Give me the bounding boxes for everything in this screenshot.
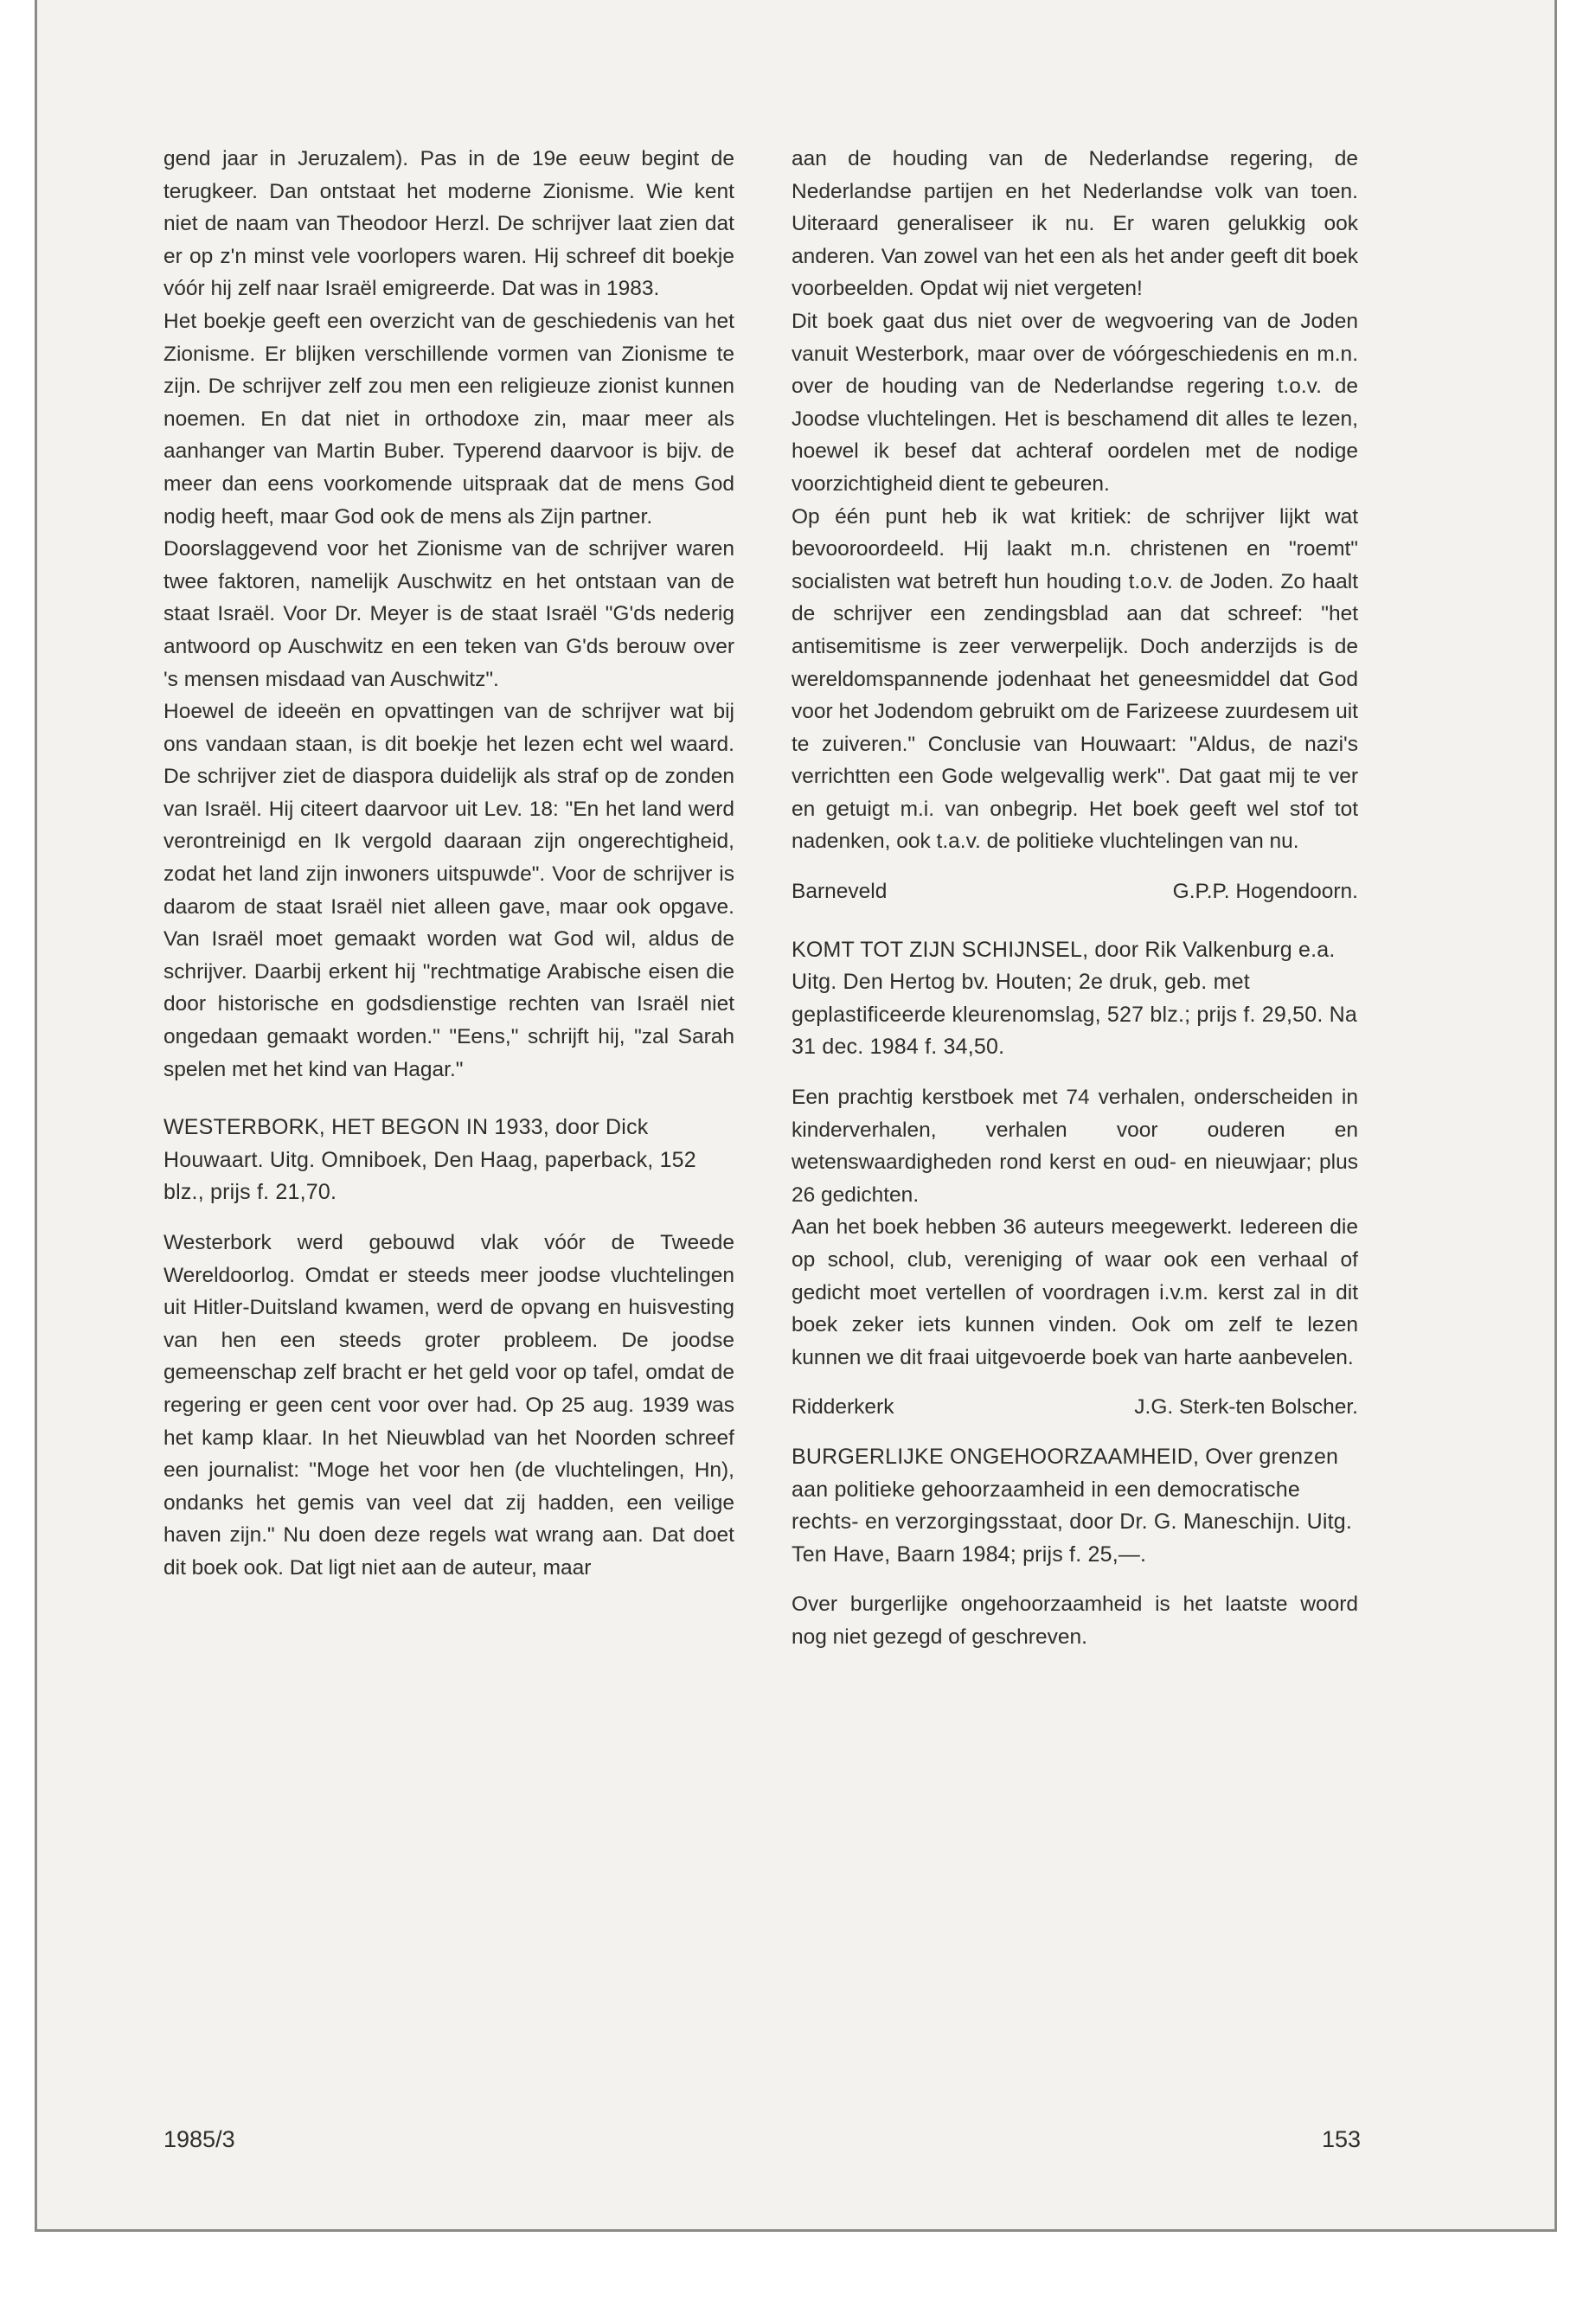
issue-number: 1985/3	[163, 2126, 235, 2152]
page-number: 153	[1322, 2126, 1362, 2152]
paragraph-burgerlijk-body: Over burgerlijke ongehoorzaamheid is het laatste woord nog niet gezegd of geschreven.	[792, 1593, 1358, 1649]
right-column	[792, 143, 1358, 1654]
spacer	[163, 1209, 734, 1227]
paragraph-zionism-intro: gend jaar in Jeruzalem). Pas in de 19e eeuw begint de terugkeer. Dan ontstaat het moderne Zionisme. Wie kent niet de naam van Theodoor Herzl. De schrijver laat zien dat er op z'n minst vele voorlopers waren. Hij schreef dit boekje vóór hij zelf naar Israël emigreerde. Dat was in 1983.	[163, 147, 734, 301]
spacer	[792, 1064, 1358, 1081]
paragraph-kerstboek-intro: Een prachtig kerstboek met 74 verhalen, onderscheiden in kinderverhalen, verhalen voor ouderen en wetenswaardigheden rond kerst en oud- en nieuwjaar; plus 26 gedichten.	[792, 1086, 1358, 1207]
signature-name: J.G. Sterk-ten Bolscher.	[1134, 1395, 1358, 1420]
spacer	[792, 908, 1358, 934]
spacer	[792, 1571, 1358, 1588]
spacer	[792, 1374, 1358, 1391]
signature-place: Barneveld	[792, 880, 888, 904]
signature-name: G.P.P. Hogendoorn.	[1172, 880, 1358, 904]
paragraph-zionism-opinion: Hoewel de ideeën en opvattingen van de schrijver wat bij ons vandaan staan, is dit boekje het lezen echt wel waard. De schrijver ziet de diaspora duidelijk als straf op de zonden van Israël. Hij citeert daarvoor uit Lev. 18: "En het land werd verontreinigd en Ik vergold daaraan zijn ongerechtigheid, zodat het land zijn inwoners uitspuwde". Voor de schrijver is daarom de staat Israël niet alleen gave, maar ook opgave. Van Israël moet gemaakt worden wat God wil, aldus de schrijver. Daarbij erkent hij "rechtmatige Arabische eisen die door historische en godsdienstige rechten van Israël niet ongedaan gemaakt worden." "Eens," schrijft hij, "zal Sarah spelen met het kind van Hagar."	[163, 700, 734, 1081]
review-heading-burgerlijke-ongehoorzaamheid: BURGERLIJKE ONGEHOORZAAMHEID, Over grenzen aan politieke gehoorzaamheid in een democratische rechts- en verzorgingsstaat, door Dr. G. Maneschijn. Uitg. Ten Have, Baarn 1984; prijs f. 25,—.	[792, 1444, 1352, 1567]
reviewer-signature	[792, 1391, 1358, 1424]
paragraph-westerbork-continued: aan de houding van de Nederlandse regering, de Nederlandse partijen en het Nederlandse volk van toen. Uiteraard generaliseer ik nu. Er waren gelukkig ook anderen. Van zowel van het een als het ander geeft dit boek voorbeelden. Opdat wij niet vergeten!	[792, 147, 1358, 301]
paragraph-kerstboek-authors: Aan het boek hebben 36 auteurs meegewerkt. Iedereen die op school, club, vereniging of waar ook een verhaal of gedicht moet vertellen of voordragen i.v.m. kerst zal in dit boek zeker iets kunnen vinden. Ook om zelf te lezen kunnen we dit fraai uitgevoerde boek van harte aanbevelen.	[792, 1215, 1358, 1369]
signature-place: Ridderkerk	[792, 1395, 894, 1420]
review-heading-westerbork: WESTERBORK, HET BEGON IN 1933, door Dick Houwaart. Uitg. Omniboek, Den Haag, paperback, 152 blz., prijs f. 21,70.	[163, 1115, 696, 1205]
paragraph-westerbork-body: Westerbork werd gebouwd vlak vóór de Tweede Wereldoorlog. Omdat er steeds meer joodse vluchtelingen uit Hitler-Duitsland kwamen, werd de opvang en huisvesting van hen een steeds groter probleem. De joodse gemeenschap zelf bracht er het geld voor op tafel, omdat de regering er geen cent voor over had. Op 25 aug. 1939 was het kamp klaar. In het Nieuwblad van het Noorden schreef een journalist: "Moge het voor hen (de vluchtelingen, Hn), ondanks het gemis van veel dat zij hadden, een veilige haven zijn." Nu doen deze regels wat wrang aan. Dat doet dit boek ook. Dat ligt niet aan de auteur, maar	[163, 1231, 734, 1580]
paragraph-zionism-overview: Het boekje geeft een overzicht van de geschiedenis van het Zionisme. Er blijken verschillende vormen van Zionisme te zijn. De schrijver zelf zou men een religieuze zionist kunnen noemen. En dat niet in orthodoxe zin, maar meer als aanhanger van Martin Buber. Typerend daarvoor is bijv. de meer dan eens voorkomende uitspraak dat de mens God nodig heeft, maar God ook de mens als Zijn partner.	[163, 309, 734, 529]
left-column	[163, 143, 734, 1585]
paragraph-westerbork-history: Dit boek gaat dus niet over de wegvoering van de Joden vanuit Westerbork, maar over de vóórgeschiedenis en m.n. over de houding van de Nederlandse regering t.o.v. de Joodse vluchtelingen. Het is beschamend dit alles te lezen, hoewel ik besef dat achteraf oordelen met de nodige voorzichtigheid dient te gebeuren.	[792, 309, 1358, 496]
scanned-page	[35, 0, 1557, 2232]
spacer	[163, 1086, 734, 1112]
spacer	[792, 1424, 1358, 1441]
reviewer-signature	[792, 875, 1358, 908]
paragraph-westerbork-critique: Op één punt heb ik wat kritiek: de schrijver lijkt wat bevooroordeeld. Hij laakt m.n. christenen en "roemt" socialisten wat betreft hun houding t.o.v. de Joden. Zo haalt de schrijver een zendingsblad aan dat schreef: "het antisemitisme is zeer verwerpelijk. Doch anderzijds is de wereldomspannende jodenhaat het geneesmiddel dat God voor het Jodendom gebruikt om de Farizeese zuurdesem uit te zuiveren." Conclusie van Houwaart: "Aldus, de nazi's verrichtten een Gode welgevallig werk". Dat gaat mij te ver en getuigt m.i. van onbegrip. Het boek geeft wel stof tot nadenken, ook t.a.v. de politieke vluchtelingen van nu.	[792, 504, 1358, 854]
spacer	[792, 858, 1358, 875]
paragraph-zionism-factors: Doorslaggevend voor het Zionisme van de schrijver waren twee faktoren, namelijk Auschwitz en het ontstaan van de staat Israël. Voor Dr. Meyer is de staat Israël "G'ds nederig antwoord op Auschwitz en een teken van G'ds berouw over 's mensen misdaad van Auschwitz".	[163, 537, 734, 691]
review-heading-komt-tot-zijn-schijnsel: KOMT TOT ZIJN SCHIJNSEL, door Rik Valkenburg e.a. Uitg. Den Hertog bv. Houten; 2e druk, geb. met geplastificeerde kleurenomslag, 527 blz.; prijs f. 29,50. Na 31 dec. 1984 f. 34,50.	[792, 937, 1358, 1060]
